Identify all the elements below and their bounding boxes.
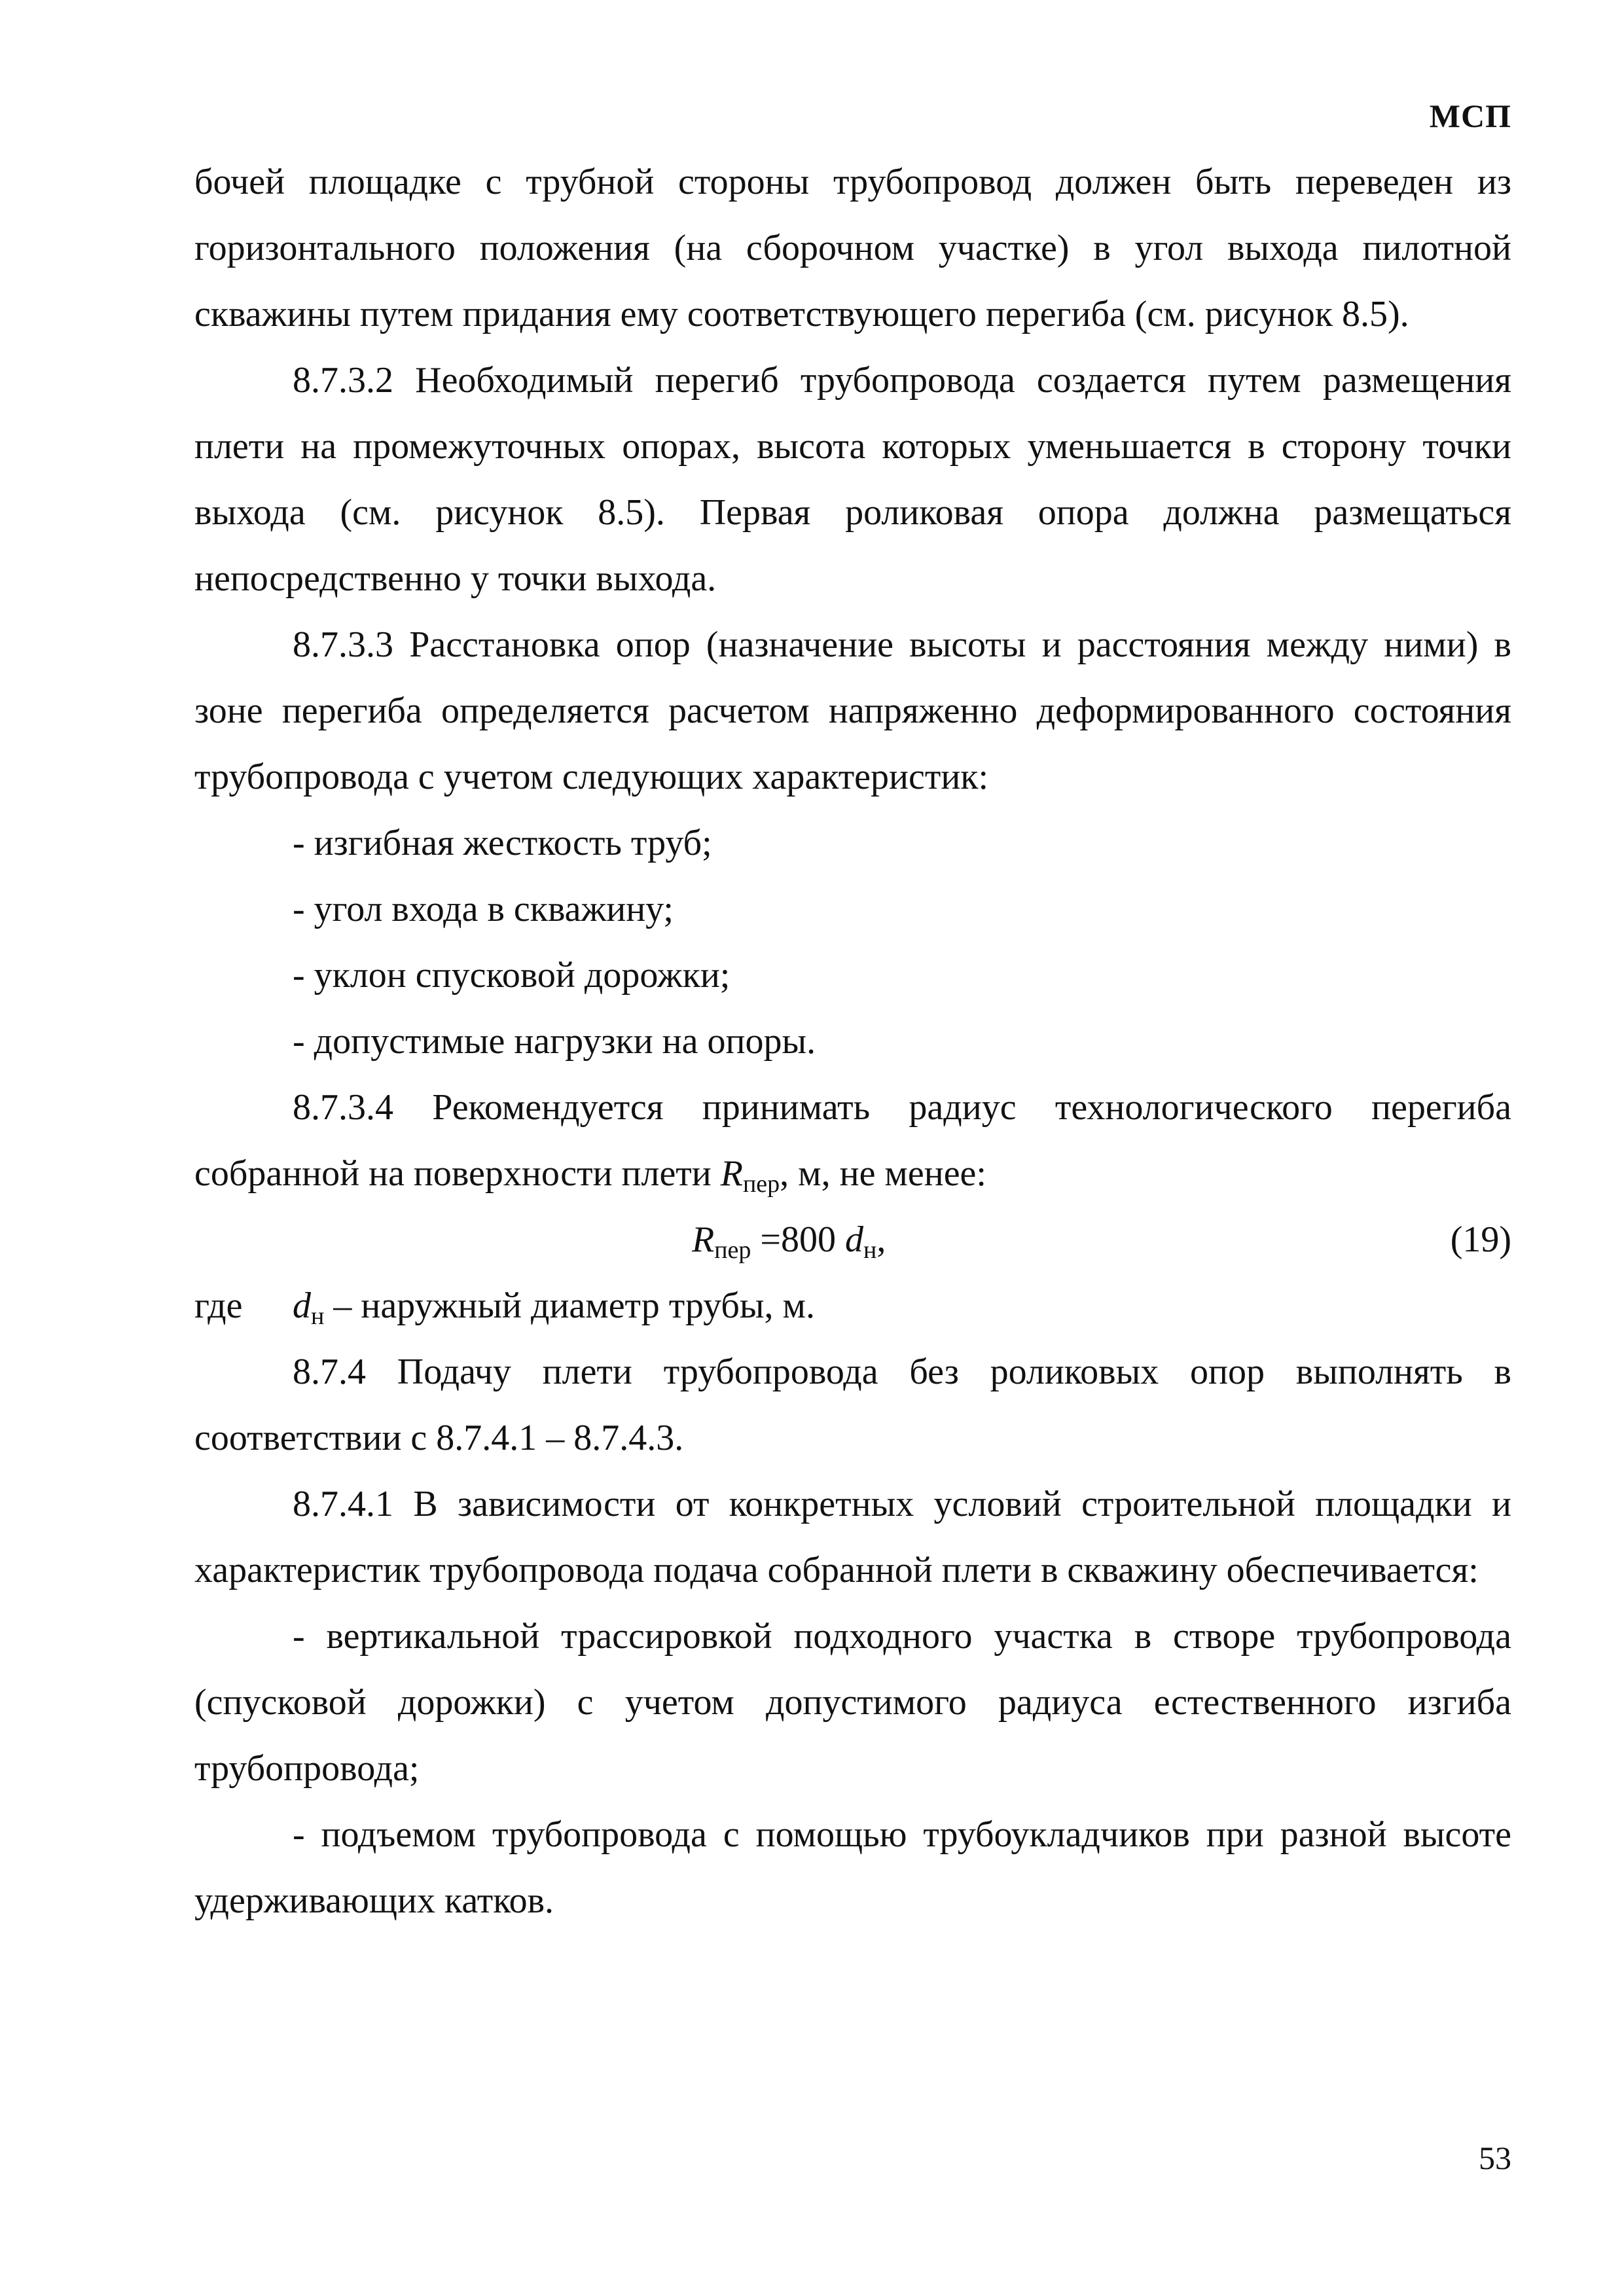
list-item-pipelayer-lifting: - подъемом трубопровода с помощью трубоукладчиков при разной высоте удерживающих катков.	[194, 1814, 1511, 1921]
formula-expression	[692, 1207, 886, 1273]
paragraph-8-7-3-4-text: 8.7.3.4 Рекомендуется принимать радиус технологического перегиба собранной на поверхности плети	[194, 1087, 1511, 1194]
formula-lhs-variable: R	[692, 1219, 715, 1260]
where-variable: d	[293, 1285, 311, 1326]
formula-19	[194, 1207, 1511, 1273]
formula-rhs-subscript: н	[863, 1236, 877, 1264]
formula-number: (19)	[1450, 1219, 1511, 1260]
page-number: 53	[1479, 2140, 1511, 2176]
paragraph-8-7-3-4-tail: , м, не менее:	[780, 1153, 986, 1194]
document-code-header: МСП	[1429, 98, 1511, 134]
formula-rhs-tail: ,	[876, 1219, 886, 1260]
paragraph-8-7-4-1: 8.7.4.1 В зависимости от конкретных условий строительной площадки и характеристик трубопровода подача собранной плети в скважину обеспечивается:	[194, 1484, 1511, 1590]
where-definition	[293, 1273, 815, 1339]
list-item-entry-angle: - угол входа в скважину;	[293, 889, 674, 929]
body-text	[194, 149, 1511, 1934]
formula-rhs-variable: d	[845, 1219, 864, 1260]
list-item-launch-track-slope: - уклон спусковой дорожки;	[293, 955, 731, 996]
paragraph-continuation: бочей площадке с трубной стороны трубопровод должен быть переведен из горизонтального положения (на сборочном участке) в угол выхода пилотной скважины путем придания ему соответствующего перегиба (см. рисунок 8.5).	[194, 162, 1511, 334]
paragraph-8-7-3-4	[194, 1075, 1511, 1207]
list-item-vertical-routing: - вертикальной трассировкой подходного участка в створе трубопровода (спусковой дорожки) с учетом допустимого радиуса естественного изгиба трубопровода;	[194, 1616, 1511, 1789]
paragraph-8-7-4: 8.7.4 Подачу плети трубопровода без роликовых опор выполнять в соответствии с 8.7.4.1 – 8.7.4.3.	[194, 1352, 1511, 1458]
list-item-allowable-loads: - допустимые нагрузки на опоры.	[293, 1021, 816, 1062]
where-word: где	[194, 1285, 243, 1326]
where-definition-text: – наружный диаметр трубы, м.	[324, 1285, 815, 1326]
paragraph-8-7-3-2: 8.7.3.2 Необходимый перегиб трубопровода создается путем размещения плети на промежуточных опорах, высота которых уменьшается в сторону точки выхода (см. рисунок 8.5). Первая роликовая опора должна размещаться непосредственно у точки выхода.	[194, 360, 1511, 599]
formula-lhs-subscript: пер	[714, 1236, 751, 1264]
paragraph-8-7-3-3: 8.7.3.3 Расстановка опор (назначение высоты и расстояния между ними) в зоне перегиба определяется расчетом напряженно деформированного состояния трубопровода с учетом следующих характеристик:	[194, 624, 1511, 797]
where-subscript: н	[311, 1302, 325, 1330]
radius-subscript: пер	[742, 1170, 780, 1198]
formula-rhs-text: =800	[751, 1219, 846, 1260]
radius-variable: R	[720, 1153, 743, 1194]
formula-where-clause	[194, 1273, 1511, 1339]
list-item-bending-stiffness: - изгибная жесткость труб;	[293, 823, 712, 863]
